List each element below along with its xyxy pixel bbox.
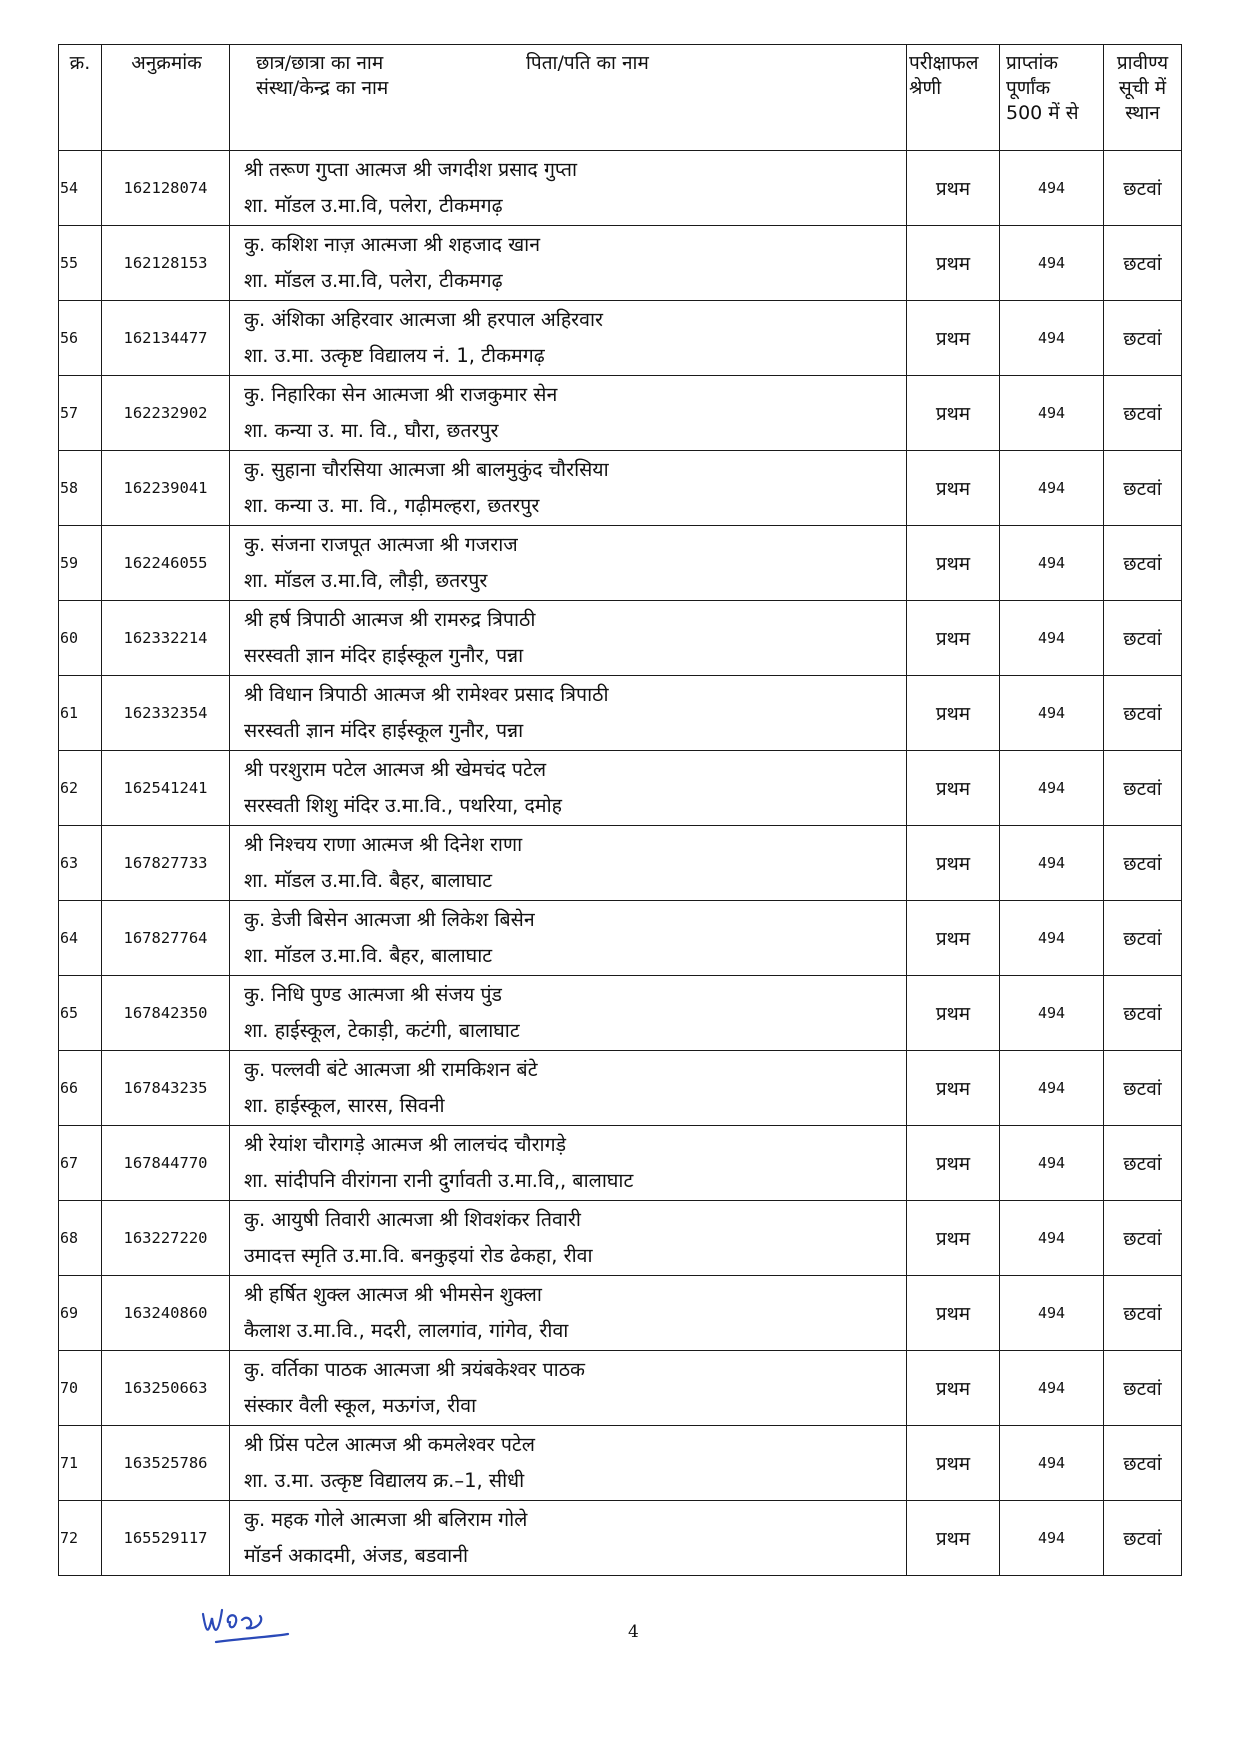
- table-row: [59, 376, 1182, 451]
- row-result-division: प्रथम: [907, 826, 1000, 901]
- header-student-name: छात्र/छात्रा का नाम: [256, 52, 384, 74]
- row-result-division: प्रथम: [907, 301, 1000, 376]
- row-serial-number: 59: [59, 526, 102, 601]
- table-row: [59, 451, 1182, 526]
- table-row: [59, 1501, 1182, 1576]
- row-marks: 494: [1000, 1351, 1104, 1426]
- row-merit-rank: छटवां: [1104, 451, 1182, 526]
- row-roll-number: 162128074: [102, 151, 230, 226]
- row-roll-number: 167827764: [102, 901, 230, 976]
- row-marks: 494: [1000, 1501, 1104, 1576]
- header-institution: संस्था/केन्द्र का नाम: [256, 77, 389, 99]
- row-student-name: श्री प्रिंस पटेल आत्मज श्री कमलेश्वर पटेल: [244, 1433, 535, 1456]
- header-marks: प्राप्तांक पूर्णांक 500 में से: [1000, 45, 1104, 151]
- table-row: [59, 1276, 1182, 1351]
- row-merit-rank: छटवां: [1104, 1351, 1182, 1426]
- header-name-institution: [230, 45, 907, 151]
- row-student-name: कु. सुहाना चौरसिया आत्मजा श्री बालमुकुंद चौरसिया: [244, 458, 609, 481]
- row-merit-rank: छटवां: [1104, 226, 1182, 301]
- table-row: [59, 826, 1182, 901]
- row-merit-rank: छटवां: [1104, 526, 1182, 601]
- row-institution: शा. मॉडल उ.मा.वि. बैहर, बालाघाट: [244, 869, 493, 892]
- row-student-name: कु. पल्लवी बंटे आत्मजा श्री रामकिशन बंटे: [244, 1058, 538, 1081]
- row-roll-number: 167844770: [102, 1126, 230, 1201]
- row-institution: सरस्वती ज्ञान मंदिर हाईस्कूल गुनौर, पन्ना: [244, 644, 524, 667]
- row-roll-number: 162246055: [102, 526, 230, 601]
- table-row: [59, 676, 1182, 751]
- row-result-division: प्रथम: [907, 601, 1000, 676]
- table-row: [59, 151, 1182, 226]
- row-institution: शा. उ.मा. उत्कृष्ट विद्यालय क्र.–1, सीधी: [244, 1469, 525, 1492]
- row-merit-rank: छटवां: [1104, 751, 1182, 826]
- header-roll-number: अनुक्रमांक: [102, 45, 230, 151]
- row-marks: 494: [1000, 751, 1104, 826]
- row-student-name: श्री विधान त्रिपाठी आत्मज श्री रामेश्वर प्रसाद त्रिपाठी: [244, 683, 609, 706]
- row-serial-number: 66: [59, 1051, 102, 1126]
- row-marks: 494: [1000, 826, 1104, 901]
- row-student-name: कु. महक गोले आत्मजा श्री बलिराम गोले: [244, 1508, 528, 1531]
- row-institution: शा. सांदीपनि वीरांगना रानी दुर्गावती उ.मा.वि,, बालाघाट: [244, 1169, 634, 1192]
- row-institution: शा. हाईस्कूल, टेकाड़ी, कटंगी, बालाघाट: [244, 1019, 520, 1042]
- page-number: 4: [628, 1622, 639, 1642]
- table-row: [59, 226, 1182, 301]
- row-merit-rank: छटवां: [1104, 976, 1182, 1051]
- table-row: [59, 1051, 1182, 1126]
- row-result-division: प्रथम: [907, 1351, 1000, 1426]
- row-marks: 494: [1000, 1276, 1104, 1351]
- table-row: [59, 751, 1182, 826]
- row-student-name: कु. आयुषी तिवारी आत्मजा श्री शिवशंकर तिवारी: [244, 1208, 581, 1231]
- row-marks: 494: [1000, 451, 1104, 526]
- row-serial-number: 70: [59, 1351, 102, 1426]
- row-name-institution: [230, 151, 907, 226]
- row-serial-number: 62: [59, 751, 102, 826]
- row-serial-number: 72: [59, 1501, 102, 1576]
- row-student-name: कु. अंशिका अहिरवार आत्मजा श्री हरपाल अहिरवार: [244, 308, 604, 331]
- row-merit-rank: छटवां: [1104, 1426, 1182, 1501]
- row-student-name: श्री हर्ष त्रिपाठी आत्मज श्री रामरुद्र त्रिपाठी: [244, 608, 536, 631]
- row-serial-number: 68: [59, 1201, 102, 1276]
- row-roll-number: 167842350: [102, 976, 230, 1051]
- table-row: [59, 1426, 1182, 1501]
- header-father-name: पिता/पति का नाम: [526, 52, 649, 74]
- row-name-institution: [230, 601, 907, 676]
- row-institution: शा. हाईस्कूल, सारस, सिवनी: [244, 1094, 445, 1117]
- row-merit-rank: छटवां: [1104, 1051, 1182, 1126]
- row-marks: 494: [1000, 676, 1104, 751]
- row-name-institution: [230, 226, 907, 301]
- row-name-institution: [230, 1051, 907, 1126]
- row-institution: शा. मॉडल उ.मा.वि, लौड़ी, छतरपुर: [244, 569, 488, 592]
- row-name-institution: [230, 976, 907, 1051]
- row-merit-rank: छटवां: [1104, 376, 1182, 451]
- row-serial-number: 71: [59, 1426, 102, 1501]
- row-institution: शा. उ.मा. उत्कृष्ट विद्यालय नं. 1, टीकमगढ़: [244, 344, 545, 367]
- row-roll-number: 165529117: [102, 1501, 230, 1576]
- row-roll-number: 162134477: [102, 301, 230, 376]
- row-institution: शा. मॉडल उ.मा.वि, पलेरा, टीकमगढ़: [244, 269, 503, 292]
- row-student-name: श्री रेयांश चौरागड़े आत्मज श्री लालचंद चौरागड़े: [244, 1133, 567, 1156]
- row-name-institution: [230, 676, 907, 751]
- table-header-row: [59, 45, 1182, 151]
- row-name-institution: [230, 1426, 907, 1501]
- table-row: [59, 526, 1182, 601]
- row-student-name: श्री तरूण गुप्ता आत्मज श्री जगदीश प्रसाद गुप्ता: [244, 158, 578, 181]
- row-roll-number: 162332354: [102, 676, 230, 751]
- row-institution: सरस्वती ज्ञान मंदिर हाईस्कूल गुनौर, पन्ना: [244, 719, 524, 742]
- row-student-name: कु. संजना राजपूत आत्मजा श्री गजराज: [244, 533, 518, 556]
- row-marks: 494: [1000, 1201, 1104, 1276]
- row-name-institution: [230, 1501, 907, 1576]
- row-marks: 494: [1000, 1426, 1104, 1501]
- row-student-name: कु. कशिश नाज़ आत्मजा श्री शहजाद खान: [244, 233, 541, 256]
- row-name-institution: [230, 526, 907, 601]
- row-merit-rank: छटवां: [1104, 1501, 1182, 1576]
- row-result-division: प्रथम: [907, 676, 1000, 751]
- row-result-division: प्रथम: [907, 1426, 1000, 1501]
- row-name-institution: [230, 376, 907, 451]
- row-student-name: श्री परशुराम पटेल आत्मज श्री खेमचंद पटेल: [244, 758, 547, 781]
- row-result-division: प्रथम: [907, 1051, 1000, 1126]
- row-marks: 494: [1000, 151, 1104, 226]
- row-merit-rank: छटवां: [1104, 676, 1182, 751]
- row-roll-number: 162332214: [102, 601, 230, 676]
- row-result-division: प्रथम: [907, 376, 1000, 451]
- row-marks: 494: [1000, 376, 1104, 451]
- row-serial-number: 57: [59, 376, 102, 451]
- row-serial-number: 67: [59, 1126, 102, 1201]
- signature-mark: [198, 1592, 308, 1648]
- row-roll-number: 167827733: [102, 826, 230, 901]
- row-student-name: कु. डेजी बिसेन आत्मजा श्री लिकेश बिसेन: [244, 908, 535, 931]
- row-roll-number: 162239041: [102, 451, 230, 526]
- row-name-institution: [230, 1276, 907, 1351]
- header-sno: क्र.: [59, 45, 102, 151]
- header-result-division: परीक्षाफल श्रेणी: [907, 45, 1000, 151]
- row-name-institution: [230, 451, 907, 526]
- row-roll-number: 163525786: [102, 1426, 230, 1501]
- row-result-division: प्रथम: [907, 976, 1000, 1051]
- row-institution: मॉडर्न अकादमी, अंजड, बडवानी: [244, 1544, 469, 1567]
- row-name-institution: [230, 1351, 907, 1426]
- row-student-name: कु. निधि पुण्ड आत्मजा श्री संजय पुंड: [244, 983, 502, 1006]
- row-merit-rank: छटवां: [1104, 826, 1182, 901]
- row-institution: शा. कन्या उ. मा. वि., घौरा, छतरपुर: [244, 419, 499, 442]
- row-roll-number: 162128153: [102, 226, 230, 301]
- row-marks: 494: [1000, 301, 1104, 376]
- row-serial-number: 63: [59, 826, 102, 901]
- row-institution: संस्कार वैली स्कूल, मऊगंज, रीवा: [244, 1394, 477, 1417]
- row-roll-number: 162232902: [102, 376, 230, 451]
- row-institution: कैलाश उ.मा.वि., मदरी, लालगांव, गांगेव, रीवा: [244, 1319, 569, 1342]
- row-roll-number: 163227220: [102, 1201, 230, 1276]
- row-serial-number: 55: [59, 226, 102, 301]
- row-serial-number: 69: [59, 1276, 102, 1351]
- row-merit-rank: छटवां: [1104, 151, 1182, 226]
- row-marks: 494: [1000, 601, 1104, 676]
- row-institution: शा. मॉडल उ.मा.वि, पलेरा, टीकमगढ़: [244, 194, 503, 217]
- table-row: [59, 901, 1182, 976]
- row-result-division: प्रथम: [907, 1126, 1000, 1201]
- row-result-division: प्रथम: [907, 226, 1000, 301]
- row-result-division: प्रथम: [907, 1276, 1000, 1351]
- table-row: [59, 976, 1182, 1051]
- row-roll-number: 163240860: [102, 1276, 230, 1351]
- row-name-institution: [230, 751, 907, 826]
- table-row: [59, 1351, 1182, 1426]
- row-name-institution: [230, 1126, 907, 1201]
- row-merit-rank: छटवां: [1104, 1126, 1182, 1201]
- row-result-division: प्रथम: [907, 1501, 1000, 1576]
- row-roll-number: 162541241: [102, 751, 230, 826]
- row-serial-number: 64: [59, 901, 102, 976]
- row-institution: शा. कन्या उ. मा. वि., गढ़ीमल्हरा, छतरपुर: [244, 494, 540, 517]
- row-roll-number: 167843235: [102, 1051, 230, 1126]
- row-marks: 494: [1000, 901, 1104, 976]
- row-serial-number: 60: [59, 601, 102, 676]
- row-merit-rank: छटवां: [1104, 901, 1182, 976]
- row-marks: 494: [1000, 976, 1104, 1051]
- row-result-division: प्रथम: [907, 151, 1000, 226]
- row-institution: शा. मॉडल उ.मा.वि. बैहर, बालाघाट: [244, 944, 493, 967]
- table-row: [59, 1201, 1182, 1276]
- table-row: [59, 1126, 1182, 1201]
- row-marks: 494: [1000, 1126, 1104, 1201]
- row-marks: 494: [1000, 1051, 1104, 1126]
- table-row: [59, 601, 1182, 676]
- row-roll-number: 163250663: [102, 1351, 230, 1426]
- row-result-division: प्रथम: [907, 901, 1000, 976]
- row-result-division: प्रथम: [907, 526, 1000, 601]
- row-serial-number: 54: [59, 151, 102, 226]
- row-name-institution: [230, 1201, 907, 1276]
- row-student-name: कु. निहारिका सेन आत्मजा श्री राजकुमार सेन: [244, 383, 558, 406]
- row-result-division: प्रथम: [907, 1201, 1000, 1276]
- row-student-name: कु. वर्तिका पाठक आत्मजा श्री त्रयंबकेश्वर पाठक: [244, 1358, 585, 1381]
- row-marks: 494: [1000, 226, 1104, 301]
- row-serial-number: 65: [59, 976, 102, 1051]
- row-institution: उमादत्त स्मृति उ.मा.वि. बनकुइयां रोड ढेकहा, रीवा: [244, 1244, 593, 1267]
- header-merit-rank: प्रावीण्य सूची में स्थान: [1104, 45, 1182, 151]
- row-result-division: प्रथम: [907, 451, 1000, 526]
- row-merit-rank: छटवां: [1104, 1276, 1182, 1351]
- row-name-institution: [230, 826, 907, 901]
- table-row: [59, 301, 1182, 376]
- row-serial-number: 58: [59, 451, 102, 526]
- row-name-institution: [230, 901, 907, 976]
- row-serial-number: 56: [59, 301, 102, 376]
- row-serial-number: 61: [59, 676, 102, 751]
- row-name-institution: [230, 301, 907, 376]
- merit-list-table: [58, 44, 1182, 1576]
- row-student-name: श्री निश्चय राणा आत्मज श्री दिनेश राणा: [244, 833, 523, 856]
- row-marks: 494: [1000, 526, 1104, 601]
- row-merit-rank: छटवां: [1104, 1201, 1182, 1276]
- row-merit-rank: छटवां: [1104, 601, 1182, 676]
- row-merit-rank: छटवां: [1104, 301, 1182, 376]
- row-student-name: श्री हर्षित शुक्ल आत्मज श्री भीमसेन शुक्ला: [244, 1283, 542, 1306]
- row-institution: सरस्वती शिशु मंदिर उ.मा.वि., पथरिया, दमोह: [244, 794, 562, 817]
- row-result-division: प्रथम: [907, 751, 1000, 826]
